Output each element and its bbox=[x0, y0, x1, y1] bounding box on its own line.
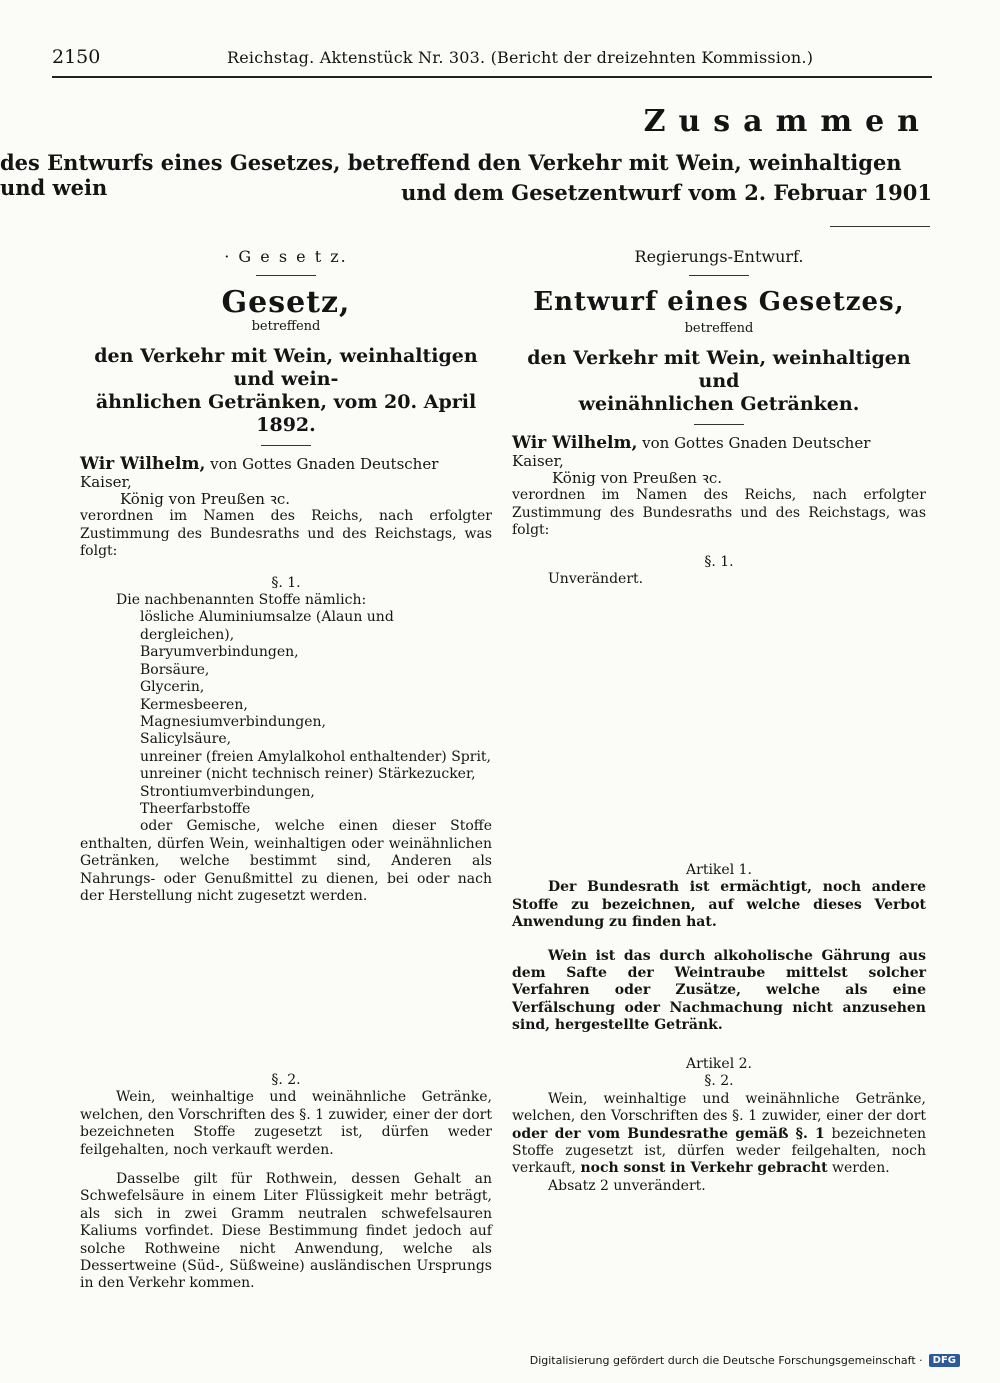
left-column bbox=[80, 248, 492, 905]
page-number: 2150 bbox=[52, 46, 101, 68]
right-s2-head: §. 2. bbox=[704, 1073, 734, 1090]
left-betreffend: betreffend bbox=[251, 318, 321, 334]
left-preamble bbox=[80, 456, 492, 491]
left-s1-item: Theerfarbstoffe bbox=[140, 800, 251, 817]
right-s2-a: Wein, weinhaltige und weinähnliche Getränke, welchen, den Vorschriften des §. 1 zuwider, einer der dort bbox=[512, 1090, 926, 1125]
left-s1-list bbox=[80, 609, 492, 818]
right-artikel1-block bbox=[512, 862, 926, 1035]
right-column bbox=[512, 248, 926, 588]
left-s1-item: Borsäure, bbox=[140, 661, 210, 678]
right-preamble-rest: von Gottes Gnaden Deutscher Kaiser, bbox=[512, 434, 871, 470]
right-s2-d: noch sonst in Verkehr gebracht bbox=[580, 1160, 828, 1177]
right-preamble bbox=[512, 435, 926, 470]
left-subtitle-2: ähnlichen Getränken, vom 20. April 1892. bbox=[95, 391, 477, 437]
running-header bbox=[52, 46, 932, 76]
left-head-rule bbox=[256, 275, 316, 276]
right-art2-head: Artikel 2. bbox=[686, 1056, 752, 1072]
right-art1-p1: Der Bundesrath ist ermächtigt, noch andere Stoffe zu bezeichnen, auf welche dieses Verbot Anwendung zu finden hat. bbox=[512, 879, 926, 931]
right-subtitle-rule bbox=[694, 424, 744, 425]
left-column-head: · G e s e t z. bbox=[224, 247, 348, 266]
left-s1-item: unreiner (freien Amylalkohol enthaltender) Sprit, bbox=[140, 748, 492, 765]
footer-text: Digitalisierung gefördert durch die Deutsche Forschungsgemeinschaft · bbox=[529, 1354, 923, 1367]
left-s2-block bbox=[80, 1072, 492, 1293]
left-s1-item: Glycerin, bbox=[140, 679, 205, 696]
right-big-title: Entwurf eines Gesetzes, bbox=[533, 287, 905, 318]
right-s1-text: Unverändert. bbox=[548, 571, 644, 588]
right-s2-c: bezeichneten Stoffe zugesetzt ist, dürfen weder feilgehalten, noch verkauft, bbox=[512, 1125, 926, 1177]
right-preamble-line3: verordnen im Namen des Reichs, nach erfolgter Zustimmung des Bundesraths und des Reichstags, was folgt: bbox=[512, 487, 926, 539]
right-preamble-line2: König von Preußen ꝛc. bbox=[552, 469, 723, 488]
right-artikel2-block bbox=[512, 1056, 926, 1195]
left-s1-item: Strontiumverbindungen, bbox=[140, 783, 315, 800]
right-s2-b: oder der vom Bundesrathe gemäß §. 1 bbox=[512, 1125, 825, 1142]
dfg-logo: DFG bbox=[929, 1354, 960, 1367]
left-preamble-name: Wir Wilhelm, bbox=[80, 454, 206, 475]
left-big-title: Gesetz, bbox=[221, 285, 351, 321]
left-subtitle-1: den Verkehr mit Wein, weinhaltigen und wein- bbox=[94, 345, 478, 391]
left-subtitle-rule bbox=[261, 445, 311, 446]
left-s1-item: Baryumverbindungen, bbox=[140, 644, 299, 661]
left-s2-p2: Dasselbe gilt für Rothwein, dessen Gehalt an Schwefelsäure in einem Liter Flüssigkeit mehr beträgt, als sich in zwei Gramm neutralen schwefelsauren Kaliums vorfindet. Diese Bestimmung findet jedoch auf solche Rothweine nicht Anwendung, welche als Dessertweine (Süd-, Süßweine) ausländischen Ursprungs in den Verkehr kommen. bbox=[80, 1171, 492, 1292]
right-s1-head: §. 1. bbox=[704, 553, 734, 570]
title-line-1: des Entwurfs eines Gesetzes, betreffend den Verkehr mit Wein, weinhaltigen und wein bbox=[0, 150, 902, 200]
right-s2-e: werden. bbox=[827, 1160, 890, 1177]
left-s1-head: §. 1. bbox=[271, 574, 301, 591]
left-s2-head: §. 2. bbox=[271, 1072, 301, 1088]
left-preamble-rest: von Gottes Gnaden Deutscher Kaiser, bbox=[80, 455, 439, 491]
left-preamble-line2: König von Preußen ꝛc. bbox=[120, 490, 291, 509]
right-head-rule bbox=[689, 275, 749, 276]
left-preamble-line3: verordnen im Namen des Reichs, nach erfolgter Zustimmung des Bundesraths und des Reichstags, was folgt: bbox=[80, 508, 492, 560]
left-s1-item: Magnesiumverbindungen, bbox=[140, 713, 326, 730]
left-s1-item: Kermesbeeren, bbox=[140, 696, 248, 713]
header-rule bbox=[52, 76, 932, 78]
left-s1-intro: Die nachbenannten Stoffe nämlich: bbox=[116, 592, 367, 609]
page-heading: Zusammen bbox=[643, 104, 932, 139]
right-subtitle-2: weinähnlichen Getränken. bbox=[578, 393, 860, 416]
right-art1-p2: Wein ist das durch alkoholische Gährung aus dem Safte der Weintraube mittelst solcher Verfahren oder Zusätze, welche als eine Verfälschung oder Nachmachung nicht anzusehen sind, hergestellte Getränk. bbox=[512, 947, 926, 1034]
title-line-2: und dem Gesetzentwurf vom 2. Februar 1901 bbox=[401, 180, 932, 205]
left-s1-outro: oder Gemische, welche einen dieser Stoffe enthalten, dürfen Wein, weinhaltigen oder weinähnlichen Getränken, welche bestimmt sind, Anderen als Nahrungs- oder Genußmittel zu dienen, bei oder nach der Herstellung nicht zugesetzt werden. bbox=[80, 818, 492, 904]
running-title: Reichstag. Aktenstück Nr. 303. (Bericht der dreizehnten Kommission.) bbox=[227, 48, 814, 67]
left-s1-item: unreiner (nicht technisch reiner) Stärkezucker, bbox=[140, 766, 476, 783]
left-s1-item: lösliche Aluminiumsalze (Alaun und dergleichen), bbox=[140, 609, 394, 643]
right-subtitle-1: den Verkehr mit Wein, weinhaltigen und bbox=[527, 347, 911, 393]
left-s1-item: Salicylsäure, bbox=[140, 731, 232, 748]
right-art1-head: Artikel 1. bbox=[686, 862, 752, 878]
left-s2-p1: Wein, weinhaltige und weinähnliche Getränke, welchen, den Vorschriften des §. 1 zuwider, einer der dort bezeichneten Stoffe zugesetzt ist, dürfen weder feilgehalten, noch verkauft werden. bbox=[80, 1089, 492, 1158]
right-preamble-name: Wir Wilhelm, bbox=[512, 433, 638, 454]
right-column-head: Regierungs-Entwurf. bbox=[634, 247, 804, 266]
right-s2-text bbox=[512, 1091, 926, 1178]
title-rule bbox=[830, 226, 930, 227]
digitization-footer bbox=[530, 1354, 960, 1367]
right-betreffend: betreffend bbox=[684, 320, 754, 336]
right-s2-abs: Absatz 2 unverändert. bbox=[548, 1177, 706, 1194]
